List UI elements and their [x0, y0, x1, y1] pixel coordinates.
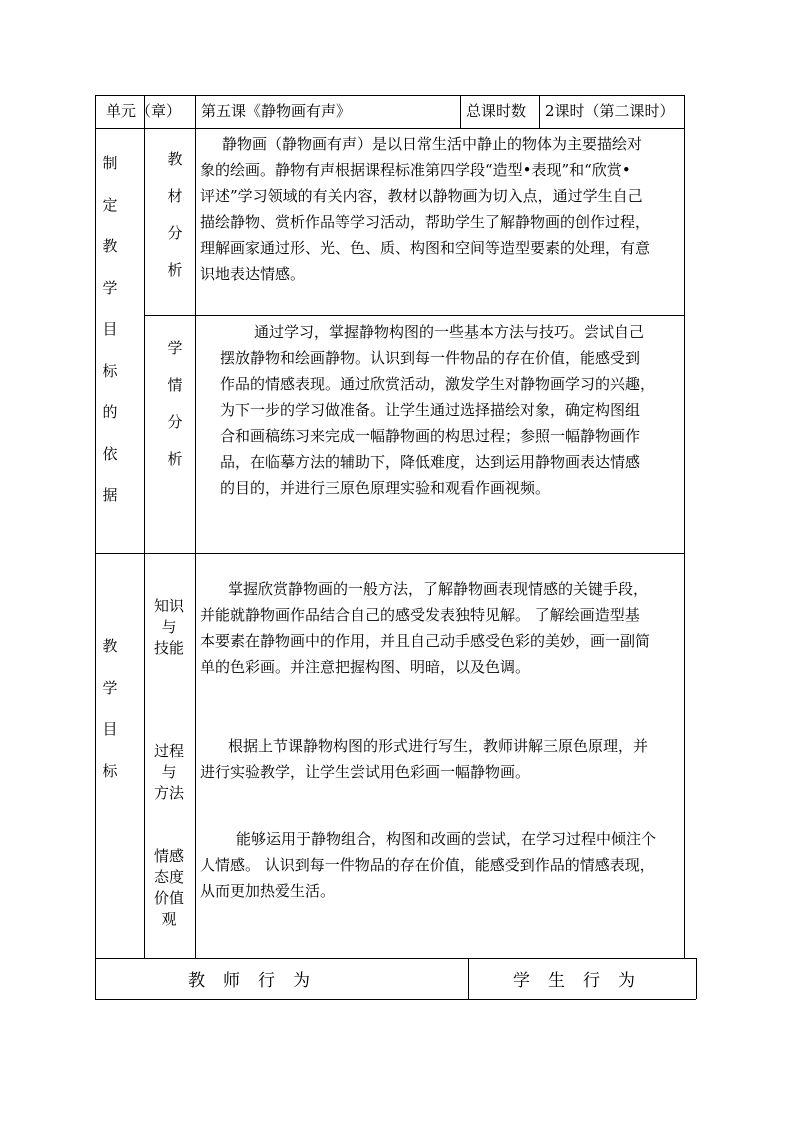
teacher-behavior-header: 教师行为	[188, 971, 328, 991]
table-border-top	[95, 95, 684, 96]
table-rule-basis	[95, 553, 684, 554]
total-hours-label: 总课时数	[466, 102, 527, 120]
process-methods-label: 过程 与 方法	[153, 742, 184, 802]
table-border-bottom	[95, 999, 696, 1000]
lesson-title: 第五课《静物画有声》	[201, 102, 352, 120]
table-rule-goals	[95, 958, 696, 959]
table-col-divider-2	[195, 95, 196, 958]
table-border-right	[684, 95, 685, 958]
student-analysis-text: 通过学习，掌握静物构图的一些基本方法与技巧。尝试自己 摆放静物和绘画静物。认识到每一件物品的存在价值，能感受到 作品的情感表现。通过欣赏活动，激发学生对静物画学习的兴趣， 为下一步的学习做准备。让学生通过选择描绘对象，确定构图组 合和画稿练习来完成一幅静物画的构思过程；参照一幅静物画作 品，在临摹方法的辅助下，降低难度，达到运用静物画表达情感 的目的，并进行三原色原理实验和观看作画视频。	[220, 323, 656, 497]
emotion-values-label: 情感 态度 价值 观	[153, 847, 184, 928]
table-border-right-footer	[696, 958, 697, 999]
student-analysis-label: 学 情 分 析	[167, 339, 183, 468]
goals-section-label: 教 学 目 标	[102, 637, 118, 780]
basis-section-label: 制 定 教 学 目 标 的 依 据	[102, 154, 118, 504]
table-col-divider-1	[144, 95, 145, 958]
knowledge-skills-text: 掌握欣赏静物画的一般方法，了解静物画表现情感的关键手段， 并能就静物画作品结合自己的感受发表独特见解。 了解绘画造型基 本要素在静物画中的作用，并且自己动手感受色彩的美妙，画一副简 单的色彩画。并注意把握构图、明暗，以及色调。	[200, 580, 651, 676]
unit-label: 单元（章）	[106, 102, 182, 120]
knowledge-skills-label: 知识 与 技能	[153, 597, 184, 657]
emotion-values-text: 能够运用于静物组合，构图和改画的尝试，在学习过程中倾注个 人情感。 认识到每一件物品的存在价值，能感受到作品的情感表现， 从而更加热爱生活。	[200, 830, 657, 900]
material-analysis-label: 教 材 分 析	[167, 150, 183, 279]
student-behavior-header: 学生行为	[513, 971, 653, 991]
material-analysis-text: 静物画（静物画有声）是以日常生活中静止的物体为主要描绘对 象的绘画。静物有声根据课程标准第四学段“造型•表现”和“欣赏• 评述”学习领域的有关内容，教材以静物画为切入点，通过学生自己 描绘静物、赏析作品等学习活动，帮助学生了解静物画的创作过程， 理解画家通过形、光、色、质、构图和空间等造型要素的处理，有意 识地表达情感。	[200, 135, 651, 283]
process-methods-text: 根据上节课静物构图的形式进行写生，教师讲解三原色原理，并 进行实验教学，让学生尝试用色彩画一幅静物画。	[200, 737, 649, 781]
table-col-divider-footer	[468, 958, 469, 999]
table-col-divider-4	[539, 95, 540, 128]
table-rule-header	[95, 128, 684, 129]
table-col-divider-3	[460, 95, 461, 128]
table-rule-material	[144, 315, 684, 316]
total-hours-value: 2课时（第二课时）	[545, 102, 675, 120]
